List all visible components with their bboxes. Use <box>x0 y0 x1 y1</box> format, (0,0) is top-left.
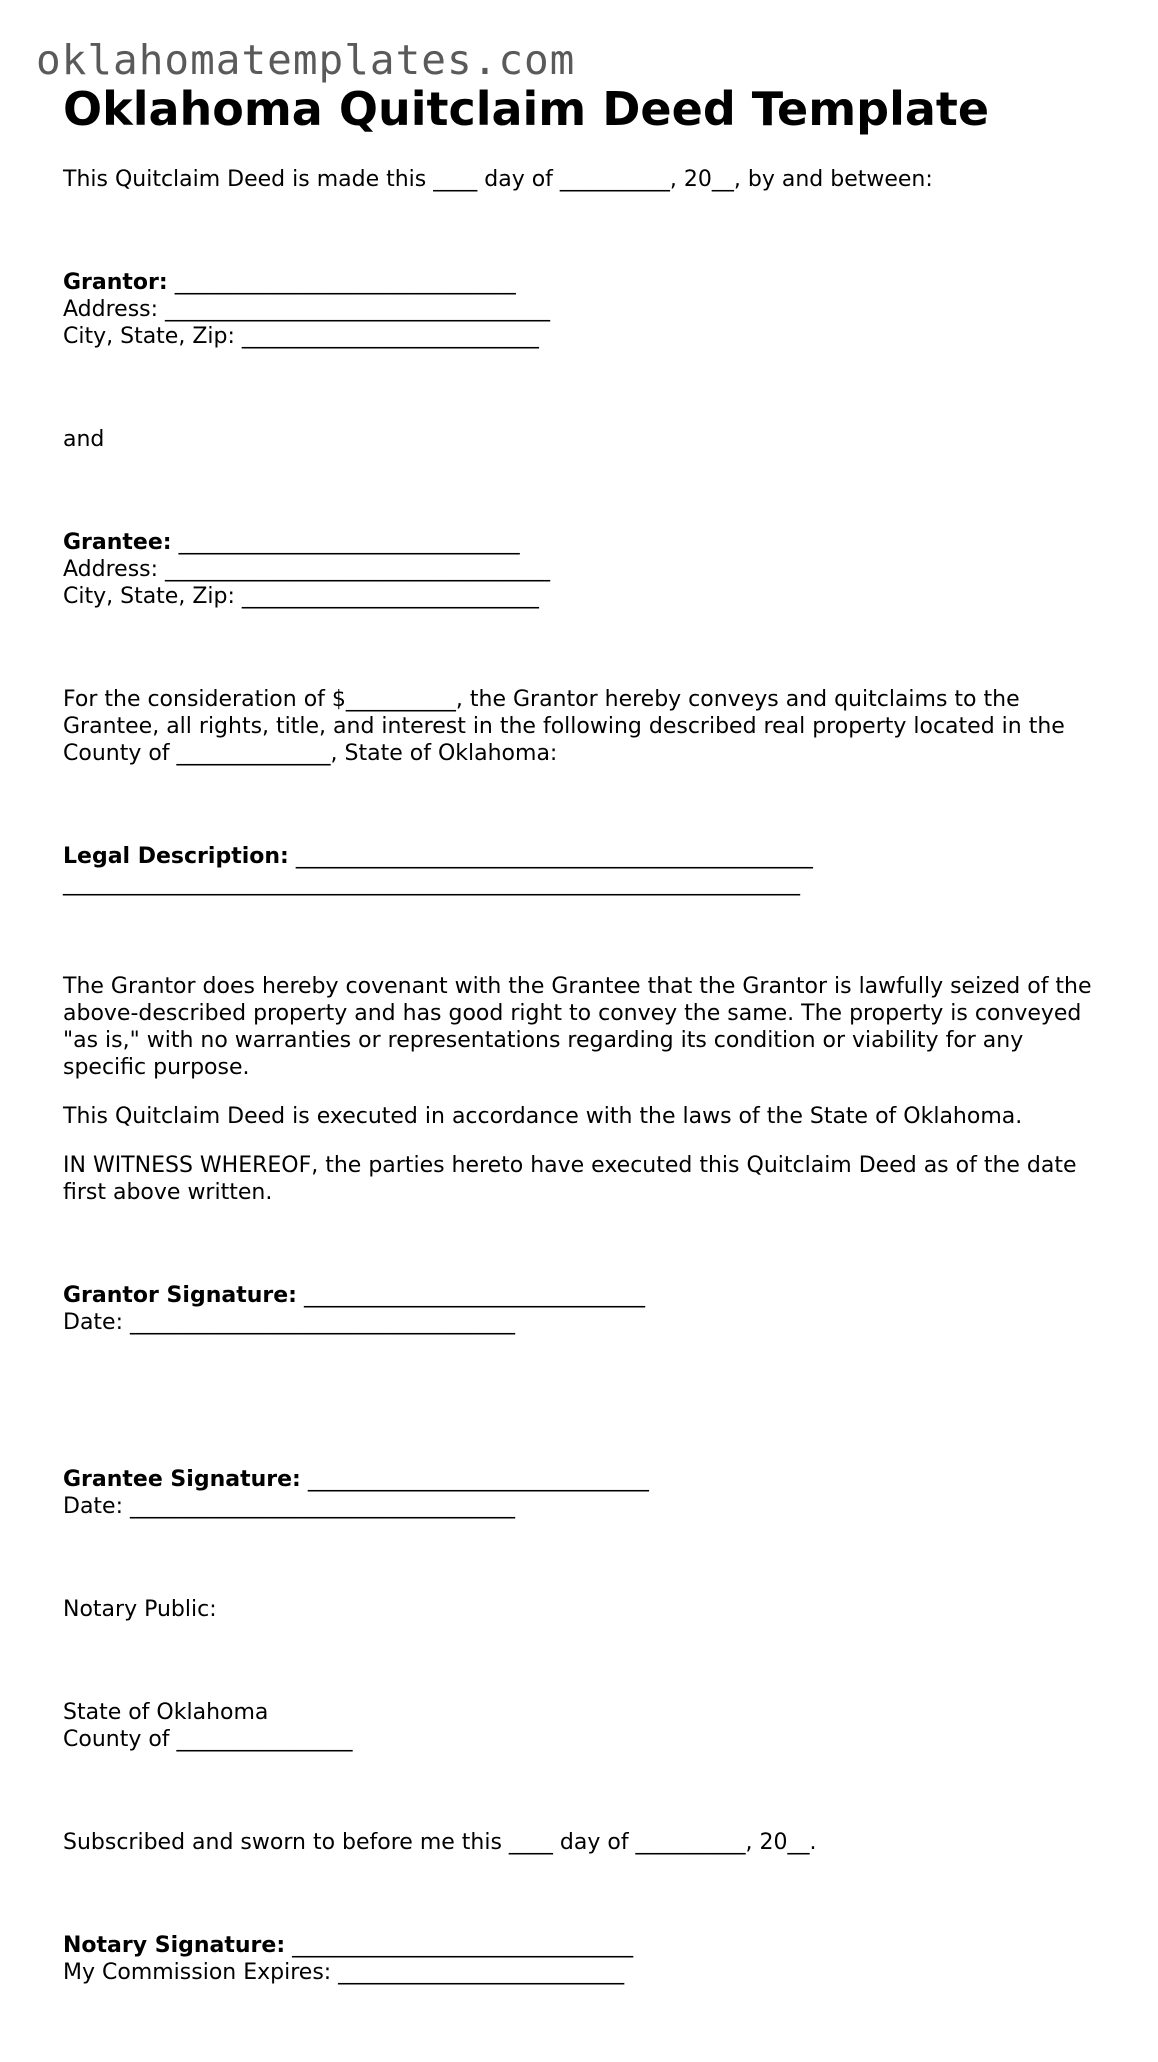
legal-description-blank-2[interactable]: ___________________________________________________________________ <box>63 871 800 896</box>
intro-paragraph: This Quitclaim Deed is made this ____ day of __________, 20__, by and between: <box>63 167 933 192</box>
legal-description-blank[interactable]: _______________________________________________ <box>288 844 813 869</box>
legal-description-label: Legal Description: <box>63 844 289 869</box>
grantee-signature-line <box>63 1466 1103 1493</box>
covenant-paragraph: The Grantor does hereby covenant with the Grantee that the Grantor is lawfully seized of the above-described property and has good right to convey the same. The property is conveyed "as is," with no warranties or representations regarding its condition or viability for any specific purpose. <box>63 974 1099 1080</box>
grantor-city-line[interactable]: City, State, Zip: ___________________________ <box>63 324 539 349</box>
grantor-signature-line <box>63 1282 1103 1309</box>
grantee-signature-blank[interactable]: _______________________________ <box>300 1467 649 1492</box>
notary-state: State of Oklahoma <box>63 1700 269 1725</box>
notary-signature-blank[interactable]: _______________________________ <box>285 1933 634 1958</box>
page-title: Oklahoma Quitclaim Deed Template <box>63 82 990 136</box>
notary-venue-block <box>63 1645 1103 1807</box>
grantee-label: Grantee: <box>63 530 172 555</box>
notary-signature-label: Notary Signature: <box>63 1933 286 1958</box>
legal-description-line <box>63 843 1103 870</box>
grantor-address-line[interactable]: Address: ___________________________________ <box>63 297 551 322</box>
legal-description-block <box>63 789 1103 951</box>
grantor-signature-blank[interactable]: _______________________________ <box>296 1283 645 1308</box>
commission-expires-line[interactable]: My Commission Expires: __________________________ <box>63 1960 625 1985</box>
grantee-city-line[interactable]: City, State, Zip: ___________________________ <box>63 584 539 609</box>
notary-public-heading: Notary Public: <box>63 1597 217 1622</box>
grantor-signature-block <box>63 1228 1103 1390</box>
grantee-signature-block <box>63 1412 1103 1574</box>
deed-body <box>63 166 1103 2062</box>
consideration-paragraph: For the consideration of $__________, the Grantor hereby conveys and quitclaims to the Grantee, all rights, title, and interest in the following described real property located in the County of ______________, State of Oklahoma: <box>63 687 1072 766</box>
grantee-date-line[interactable]: Date: ___________________________________ <box>63 1494 515 1519</box>
notary-county-line[interactable]: County of ________________ <box>63 1727 353 1752</box>
grantor-block <box>63 215 1103 404</box>
grantor-date-line[interactable]: Date: ___________________________________ <box>63 1310 515 1335</box>
subscribed-paragraph: Subscribed and sworn to before me this ____ day of __________, 20__. <box>63 1830 817 1855</box>
executed-paragraph: This Quitclaim Deed is executed in accordance with the laws of the State of Oklahoma. <box>63 1104 1023 1129</box>
grantor-signature-label: Grantor Signature: <box>63 1283 297 1308</box>
and-text: and <box>63 427 105 452</box>
grantor-label: Grantor: <box>63 270 168 295</box>
watermark-site-name: oklahomatemplates.com <box>36 36 576 84</box>
notary-signature-block <box>63 1878 1103 2040</box>
witness-paragraph: IN WITNESS WHEREOF, the parties hereto have executed this Quitclaim Deed as of the date first above written. <box>63 1153 1084 1205</box>
notary-signature-line <box>63 1932 1103 1959</box>
grantee-signature-label: Grantee Signature: <box>63 1467 301 1492</box>
grantee-address-line[interactable]: Address: ___________________________________ <box>63 557 551 582</box>
grantee-name-line <box>63 529 1103 556</box>
grantee-name-blank[interactable]: _______________________________ <box>171 530 520 555</box>
grantor-name-line <box>63 269 1103 296</box>
grantor-name-blank[interactable]: _______________________________ <box>167 270 516 295</box>
grantee-block <box>63 475 1103 664</box>
